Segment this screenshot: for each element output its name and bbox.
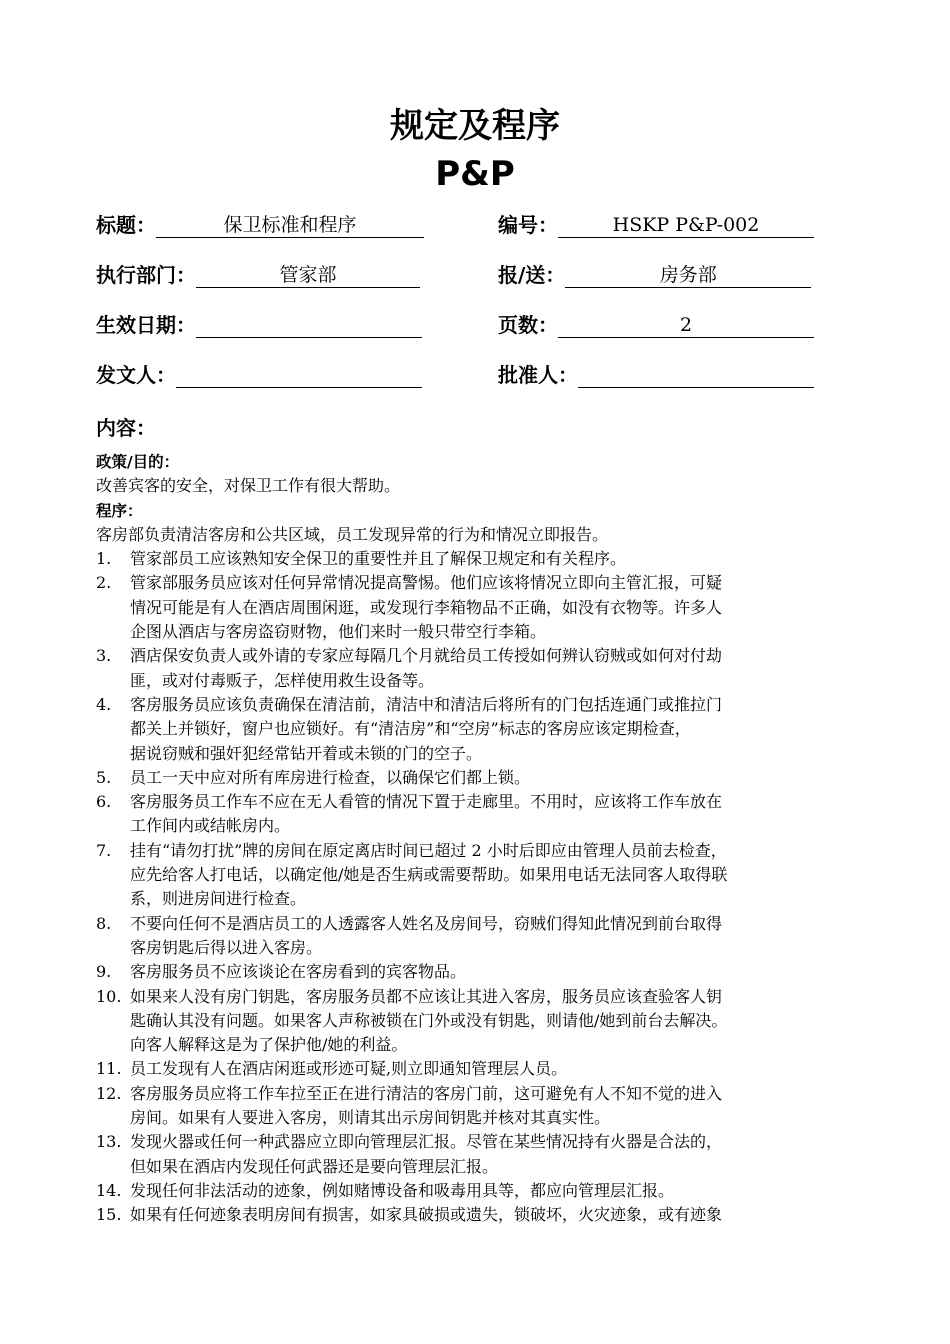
procedure-item-text	[130, 766, 866, 790]
procedure-item	[96, 790, 866, 839]
procedure-item-number: 10.	[96, 986, 122, 1006]
procedure-item-text	[130, 839, 866, 912]
department-value: 管家部	[196, 263, 420, 288]
procedure-item-text	[130, 912, 866, 961]
report-value: 房务部	[565, 263, 811, 288]
procedure-heading: 程序：	[96, 501, 143, 520]
subject-label: 标题：	[96, 213, 156, 237]
effective-date-label: 生效日期：	[96, 313, 196, 337]
procedure-item	[96, 960, 866, 984]
subject-value: 保卫标准和程序	[156, 213, 424, 238]
procedure-item-line: 管家部服务员应该对任何异常情况提高警惕。他们应该将情况立即向主管汇报，可疑	[130, 573, 723, 593]
procedure-item-text	[130, 1082, 866, 1131]
procedure-item	[96, 547, 866, 571]
procedure-item-line: 客房服务员应该负责确保在清洁前，清洁中和清洁后将所有的门包括连通门或推拉门	[130, 694, 723, 714]
procedure-item	[96, 693, 866, 766]
effective-date-field	[96, 308, 422, 338]
report-field	[498, 258, 811, 288]
content-body	[96, 450, 866, 1228]
procedure-item-line: 据说窃贼和强奸犯经常钻开着或未锁的门的空子。	[130, 743, 483, 763]
content-heading: 内容：	[96, 416, 156, 440]
procedure-item-line: 向客人解释这是为了保护他/她的利益。	[130, 1035, 408, 1055]
procedure-item-line: 都关上并锁好，窗户也应锁好。有“清洁房”和“空房”标志的客房应该定期检查，	[130, 719, 691, 739]
procedure-item	[96, 839, 866, 912]
procedure-item	[96, 1057, 866, 1081]
procedure-item-line: 匪，或对付毒贩子，怎样使用救生设备等。	[130, 670, 435, 690]
procedure-item-line: 管家部员工应该熟知安全保卫的重要性并且了解保卫规定和有关程序。	[130, 549, 627, 569]
procedure-item-line: 挂有“请勿打扰”牌的房间在原定离店时间已超过 2 小时后即应由管理人员前去检查，	[130, 840, 727, 860]
procedure-item-line: 工作间内或结帐房内。	[130, 816, 291, 836]
issuer-field	[96, 358, 422, 388]
procedure-item-text	[130, 1179, 866, 1203]
procedure-item-line: 员工发现有人在酒店闲逛或形迹可疑,则立即通知管理层人员。	[130, 1059, 568, 1079]
procedure-item	[96, 766, 866, 790]
approver-label: 批准人：	[498, 363, 578, 387]
pages-label: 页数：	[498, 313, 558, 337]
number-field	[498, 208, 814, 238]
procedure-item-text	[130, 693, 866, 766]
procedure-item-number: 5.	[96, 767, 112, 787]
procedure-item-number: 4.	[96, 694, 112, 714]
procedure-item-line: 匙确认其没有问题。如果客人声称被锁在门外或没有钥匙，则请他/她到前台去解决。	[130, 1010, 728, 1030]
procedure-item	[96, 985, 866, 1058]
procedure-item-line: 酒店保安负责人或外请的专家应每隔几个月就给员工传授如何辨认窃贼或如何对付劫	[130, 646, 723, 666]
procedure-intro: 客房部负责清洁客房和公共区域，员工发现异常的行为和情况立即报告。	[96, 524, 609, 544]
procedure-item-line: 客房钥匙后得以进入客房。	[130, 937, 323, 957]
pages-field	[498, 308, 814, 338]
approver-value	[578, 363, 814, 388]
procedure-item-number: 1.	[96, 549, 112, 569]
approver-field	[498, 358, 814, 388]
procedure-item-number: 7.	[96, 840, 112, 860]
procedure-item-number: 15.	[96, 1205, 122, 1225]
procedure-item	[96, 1203, 866, 1227]
procedure-item-line: 员工一天中应对所有库房进行检查，以确保它们都上锁。	[130, 767, 531, 787]
procedure-item-text	[130, 1057, 866, 1081]
procedure-item-number: 6.	[96, 792, 112, 812]
procedure-item	[96, 1179, 866, 1203]
effective-date-value	[196, 313, 422, 338]
procedure-item-line: 发现任何非法活动的迹象，例如赌博设备和吸毒用具等，都应向管理层汇报。	[130, 1180, 675, 1200]
procedure-item-line: 如果有任何迹象表明房间有损害，如家具破损或遗失，锁破坏，火灾迹象，或有迹象	[130, 1205, 723, 1225]
procedure-item	[96, 1130, 866, 1179]
procedure-item-number: 3.	[96, 646, 112, 666]
document-subtitle: P&P	[435, 154, 515, 194]
procedure-item	[96, 644, 866, 693]
department-label: 执行部门：	[96, 263, 196, 287]
procedure-item	[96, 912, 866, 961]
procedure-item-number: 13.	[96, 1132, 122, 1152]
procedure-list	[96, 547, 866, 1227]
procedure-item-line: 系，则进房间进行检查。	[130, 889, 307, 909]
procedure-item-line: 客房服务员应将工作车拉至正在进行清洁的客房门前，这可避免有人不知不觉的进入	[130, 1083, 723, 1103]
department-field	[96, 258, 420, 288]
procedure-item-line: 但如果在酒店内发现任何武器还是要向管理层汇报。	[130, 1156, 499, 1176]
procedure-item-line: 应先给客人打电话，以确定他/她是否生病或需要帮助。如果用电话无法同客人取得联	[130, 865, 728, 885]
subject-field	[96, 208, 424, 238]
issuer-value	[176, 363, 422, 388]
procedure-item-line: 客房服务员工作车不应在无人看管的情况下置于走廊里。不用时，应该将工作车放在	[130, 792, 723, 812]
number-label: 编号：	[498, 213, 558, 237]
procedure-item-text	[130, 571, 866, 644]
procedure-item-number: 2.	[96, 573, 112, 593]
procedure-item-number: 8.	[96, 913, 112, 933]
document-title: 规定及程序	[390, 106, 560, 146]
policy-heading: 政策/目的：	[96, 453, 180, 471]
procedure-item-line: 客房服务员不应该谈论在客房看到的宾客物品。	[130, 962, 467, 982]
procedure-item-line: 企图从酒店与客房盗窃财物，他们来时一般只带空行李箱。	[130, 622, 547, 642]
procedure-item-line: 房间。如果有人要进入客房，则请其出示房间钥匙并核对其真实性。	[130, 1108, 611, 1128]
procedure-item-text	[130, 960, 866, 984]
procedure-item-line: 情况可能是有人在酒店周围闲逛，或发现行李箱物品不正确，如没有衣物等。许多人	[130, 597, 723, 617]
procedure-item-text	[130, 1130, 866, 1179]
number-value: HSKP P&P-002	[558, 213, 814, 238]
procedure-item-number: 14.	[96, 1180, 122, 1200]
policy-text: 改善宾客的安全，对保卫工作有很大帮助。	[96, 476, 401, 496]
procedure-item-line: 如果来人没有房门钥匙，客房服务员都不应该让其进入客房，服务员应该查验客人钥	[130, 986, 723, 1006]
procedure-item-text	[130, 1203, 866, 1227]
procedure-item-line: 发现火器或任何一种武器应立即向管理层汇报。尽管在某些情况持有火器是合法的，	[130, 1132, 723, 1152]
procedure-item-number: 9.	[96, 962, 112, 982]
procedure-item-number: 11.	[96, 1059, 122, 1079]
procedure-item-text	[130, 985, 866, 1058]
procedure-item	[96, 1082, 866, 1131]
issuer-label: 发文人：	[96, 363, 176, 387]
procedure-item-number: 12.	[96, 1083, 122, 1103]
pages-value: 2	[558, 313, 814, 338]
procedure-item-line: 不要向任何不是酒店员工的人透露客人姓名及房间号，窃贼们得知此情况到前台取得	[130, 913, 723, 933]
procedure-item-text	[130, 547, 866, 571]
report-label: 报/送：	[498, 263, 566, 287]
procedure-item-text	[130, 790, 866, 839]
procedure-item	[96, 571, 866, 644]
procedure-item-text	[130, 644, 866, 693]
